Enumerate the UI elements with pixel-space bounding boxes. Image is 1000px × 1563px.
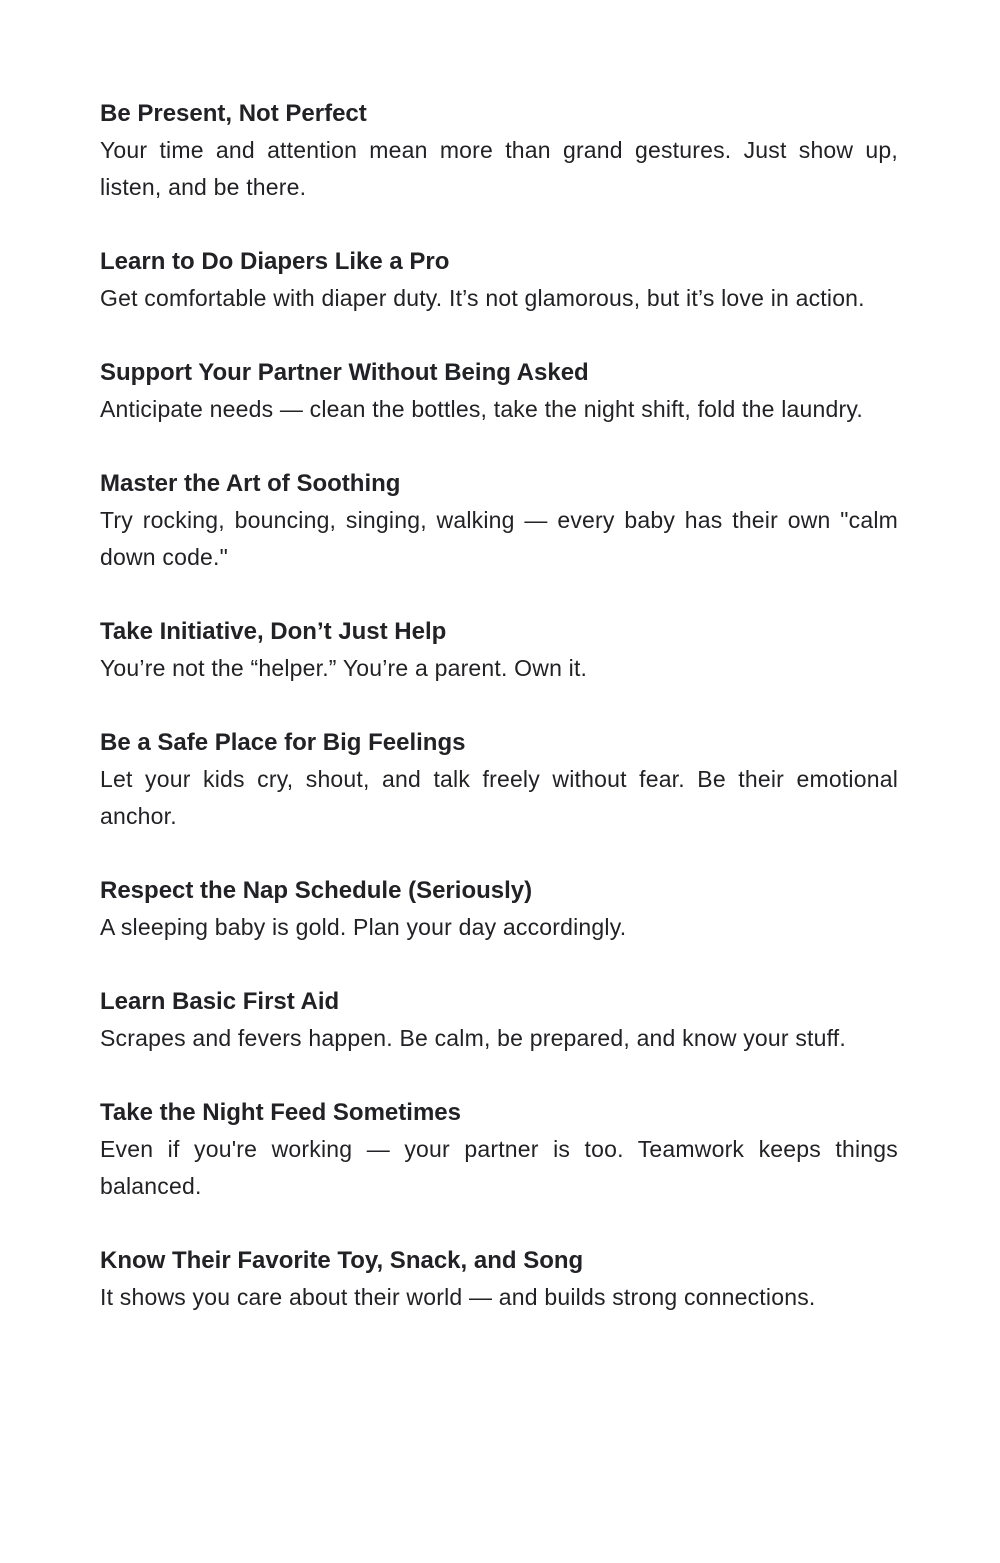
- tip-title: Take Initiative, Don’t Just Help: [100, 618, 447, 645]
- tip-title: Be Present, Not Perfect: [100, 100, 367, 127]
- tip-item: [100, 872, 898, 946]
- tip-item: [100, 1094, 898, 1205]
- tip-item: [100, 983, 898, 1057]
- tip-body: Scrapes and fevers happen. Be calm, be prepared, and know your stuff.: [100, 1025, 846, 1051]
- tip-item: [100, 613, 898, 687]
- tip-title: Be a Safe Place for Big Feelings: [100, 729, 466, 756]
- tip-body: Anticipate needs — clean the bottles, take the night shift, fold the laundry.: [100, 396, 863, 422]
- tip-title: Respect the Nap Schedule (Seriously): [100, 877, 533, 904]
- tip-body: You’re not the “helper.” You’re a parent. Own it.: [100, 655, 588, 681]
- tip-item: [100, 95, 898, 206]
- tip-item: [100, 354, 898, 428]
- tip-body: Get comfortable with diaper duty. It’s not glamorous, but it’s love in action.: [100, 285, 865, 311]
- tip-body: It shows you care about their world — and builds strong connections.: [100, 1284, 816, 1310]
- tip-title: Support Your Partner Without Being Asked: [100, 359, 589, 386]
- tip-item: [100, 243, 898, 317]
- tip-item: [100, 1242, 898, 1316]
- tip-title: Know Their Favorite Toy, Snack, and Song: [100, 1247, 584, 1274]
- tip-body: Try rocking, bouncing, singing, walking — every baby has their own "calm down code.": [100, 507, 898, 570]
- tip-body: Your time and attention mean more than grand gestures. Just show up, listen, and be there.: [100, 137, 898, 200]
- tip-title: Take the Night Feed Sometimes: [100, 1099, 461, 1126]
- tip-body: Even if you're working — your partner is too. Teamwork keeps things balanced.: [100, 1136, 898, 1199]
- tips-list: [100, 95, 898, 1353]
- tip-title: Learn Basic First Aid: [100, 988, 340, 1015]
- tip-item: [100, 465, 898, 576]
- tip-title: Master the Art of Soothing: [100, 470, 401, 497]
- tip-body: Let your kids cry, shout, and talk freely without fear. Be their emotional anchor.: [100, 766, 898, 829]
- tip-item: [100, 724, 898, 835]
- tip-body: A sleeping baby is gold. Plan your day accordingly.: [100, 914, 627, 940]
- tip-title: Learn to Do Diapers Like a Pro: [100, 248, 450, 275]
